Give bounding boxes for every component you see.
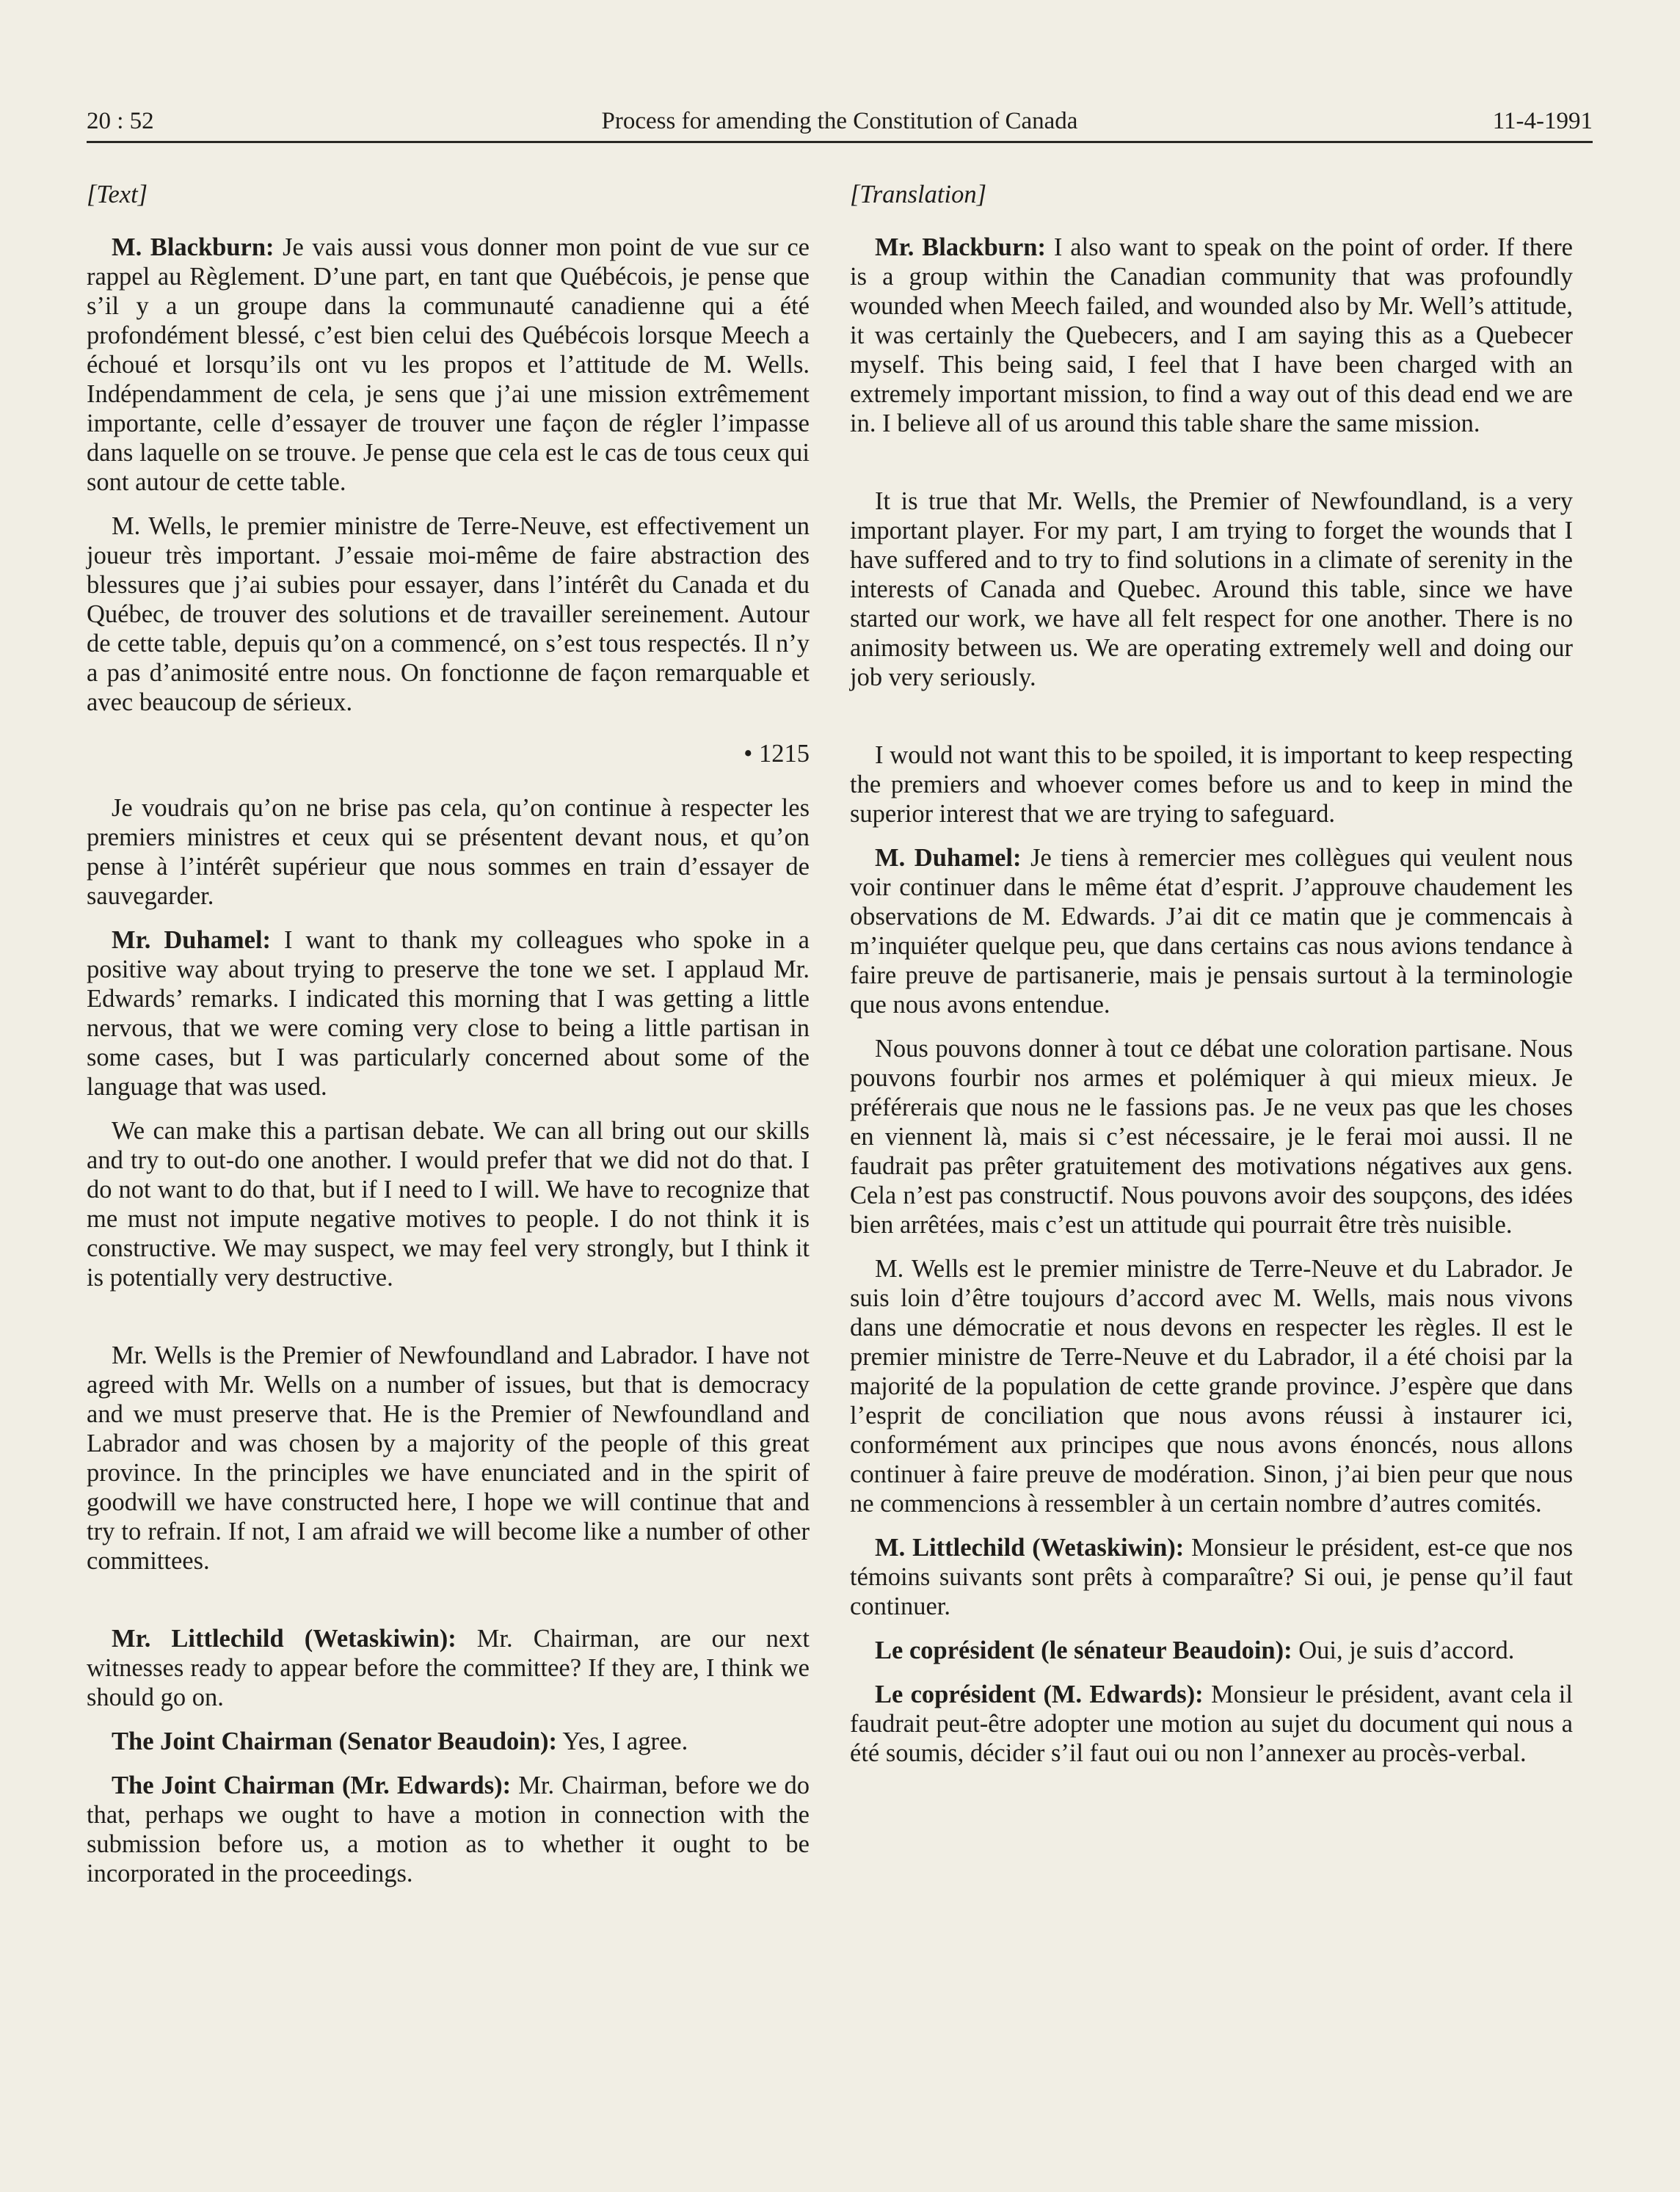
speech-text: I also want to speak on the point of order. If there is a group within the Canadian community that was profoundly wounded when Meech failed, and wounded also by Mr. Well’s attitude, it was certainly the Quebecers, and I am saying this as a Quebecer myself. This being said, I feel that I have been charged with an extremely important mission, to find a way out of this dead end we are in. I believe all of us around this table share the same mission.: [850, 233, 1573, 437]
paragraph: [850, 1533, 1573, 1621]
column-tag: [Translation]: [850, 181, 986, 208]
paragraph: I would not want this to be spoiled, it is important to keep respecting the premiers and whoever comes before us and to keep in mind the superior interest that we are trying to safeguard.: [850, 741, 1573, 828]
header-date: 11-4-1991: [1492, 108, 1593, 134]
running-header: [87, 103, 1593, 143]
paragraph: Nous pouvons donner à tout ce débat une coloration partisane. Nous pouvons fourbir nos armes et polémiquer à qui mieux mieux. Je préférerais que nous ne le fassions pas. Je ne veux pas que les choses en viennent là, mais si c’est nécessaire, je le ferai moi aussi. Il ne faudrait pas prêter gratuitement des motivations négatives aux gens. Cela n’est pas constructif. Nous pouvons avoir des soupçons, des idées bien arrêtées, mais c’est un attitude qui pourrait être très nuisible.: [850, 1035, 1573, 1239]
speech-text: Monsieur le président, avant cela il faudrait peut-être adopter une motion au sujet du document qui nous a été soumis, décider s’il faut oui ou non l’annexer au procès-verbal.: [850, 1681, 1573, 1767]
paragraph: [850, 843, 1573, 1019]
paragraph: [850, 233, 1573, 438]
paragraph: Je voudrais qu’on ne brise pas cela, qu’on continue à respecter les premiers ministres et ceux qui se présentent devant nous, et qu’on pense à l’intérêt supérieur que nous sommes en train d’essayer de sauvegarder.: [87, 794, 810, 910]
page-number: 20 : 52: [87, 108, 154, 134]
speaker-name: Le coprésident (M. Edwards):: [875, 1681, 1204, 1708]
paragraph: [87, 1624, 810, 1712]
time-marker: • 1215: [743, 740, 810, 768]
paragraph: [87, 233, 810, 497]
paragraph: [850, 1636, 1573, 1665]
speaker-name: M. Duhamel:: [875, 844, 1022, 872]
speaker-name: M. Blackburn:: [112, 233, 274, 261]
paragraph: [87, 925, 810, 1102]
paragraph: [850, 1680, 1573, 1768]
paragraph: [87, 1771, 810, 1888]
spacer: [87, 1590, 810, 1624]
speaker-name: The Joint Chairman (Senator Beaudoin):: [112, 1727, 558, 1755]
paragraph: [87, 1727, 810, 1756]
speech-text: Mr. Chairman, are our next witnesses ready to appear before the committee? If they are, I think we should go on.: [87, 1625, 810, 1711]
speech-text: Je tiens à remercier mes collègues qui veulent nous voir continuer dans le même état d’esprit. J’approuve chaudement les observations de M. Edwards. J’ai dit ce matin que je commencais à m’inquiéter quelque peu, que dans certains cas nous avions tendance à faire preuve de partisanerie, mais je pensais surtout à la terminologie que nous avons entendue.: [850, 844, 1573, 1019]
speaker-name: Mr. Duhamel:: [112, 926, 272, 954]
paragraph: M. Wells, le premier ministre de Terre-Neuve, est effectivement un joueur très important. J’essaie moi-même de faire abstraction des blessures que j’ai subies pour essayer, dans l’intérêt du Canada et du Québec, de trouver des solutions et de travailler sereinement. Autour de cette table, depuis qu’on a commencé, on s’est tous respectés. Il n’y a pas d’animosité entre nous. On fonctionne de façon remarquable et avec beaucoup de sérieux.: [87, 512, 810, 716]
speech-text: Yes, I agree.: [557, 1727, 688, 1755]
speech-text: Monsieur le président, est-ce que nos témoins suivants sont prêts à comparaître? Si oui, je pense qu’il faut continuer.: [850, 1534, 1573, 1620]
speech-text: Oui, je suis d’accord.: [1292, 1636, 1515, 1664]
speech-text: Mr. Chairman, before we do that, perhaps we ought to have a motion in connection with the submission before us, a motion as to whether it ought to be incorporated in the proceedings.: [87, 1772, 810, 1887]
speaker-name: Le coprésident (le sénateur Beaudoin):: [875, 1636, 1292, 1664]
speech-text: Je vais aussi vous donner mon point de vue sur ce rappel au Règlement. D’une part, en tant que Québécois, je pense que s’il y a un groupe dans la communauté canadienne qui a été profondément blessé, c’est bien celui des Québécois lorsque Meech a échoué et lorsqu’ils ont vu les propos et l’attitude de M. Wells. Indépendamment de cela, je sens que j’ai une mission extrêmement importante, celle d’essayer de trouver une façon de régler l’impasse dans laquelle on se trouve. Je pense que cela est le cas de tous ceux qui sont autour de cette table.: [87, 233, 810, 496]
speaker-name: Mr. Blackburn:: [875, 233, 1046, 261]
speech-text: I want to thank my colleagues who spoke in a positive way about trying to preserve the tone we set. I applaud Mr. Edwards’ remarks. I indicated this morning that I was getting a little nervous, that we were coming very close to being a little partisan in some cases, but I was particularly concerned about some of the language that was used.: [87, 926, 810, 1101]
french-text-column: [87, 180, 810, 1903]
speaker-name: The Joint Chairman (Mr. Edwards):: [112, 1772, 512, 1799]
paragraph: It is true that Mr. Wells, the Premier of Newfoundland, is a very important player. For my part, I am trying to forget the wounds that I have suffered and to try to find solutions in a climate of serenity in the interests of Canada and Quebec. Around this table, since we have started our work, we have all felt respect for one another. There is no animosity between us. We are operating extremely well and doing our job very seriously.: [850, 487, 1573, 691]
speaker-name: Mr. Littlechild (Wetaskiwin):: [112, 1625, 457, 1653]
speaker-name: M. Littlechild (Wetaskiwin):: [875, 1534, 1185, 1562]
column-tag: [Text]: [87, 181, 148, 208]
paragraph: Mr. Wells is the Premier of Newfoundland and Labrador. I have not agreed with Mr. Wells on a number of issues, but that is democracy and we must preserve that. He is the Premier of Newfoundland and Labrador and was chosen by a majority of the people of this great province. In the principles we have enunciated and in the spirit of goodwill we have constructed here, I hope we will continue that and try to refrain. If not, I am afraid we will become like a number of other committees.: [87, 1341, 810, 1575]
spacer: [87, 1307, 810, 1341]
document-title: Process for amending the Constitution of Canada: [601, 108, 1078, 134]
paragraph: We can make this a partisan debate. We can all bring out our skills and try to out-do one another. I would prefer that we did not do that. I do not want to do that, but if I need to I will. We have to recognize that me must not impute negative motives to people. I do not think it is constructive. We may suspect, we may feel very strongly, but I think it is potentially very destructive.: [87, 1117, 810, 1292]
spacer: [850, 707, 1573, 740]
spacer: [850, 453, 1573, 487]
paragraph: M. Wells est le premier ministre de Terre-Neuve et du Labrador. Je suis loin d’être toujours d’accord avec M. Wells, mais nous vivons dans une démocratie et nous devons en respecter les règles. Il est le premier ministre de Terre-Neuve et du Labrador, il a été choisi par la majorité de la population de cette grande province. J’espère que dans l’esprit de conciliation que nous avons réussi à instaurer ici, conformément aux principes que nous avons énoncés, nous allons continuer à faire preuve de modération. Sinon, j’ai bien peur que nous ne commencions à ressembler à un certain nombre d’autres comités.: [850, 1255, 1573, 1518]
english-translation-column: [850, 180, 1573, 1783]
